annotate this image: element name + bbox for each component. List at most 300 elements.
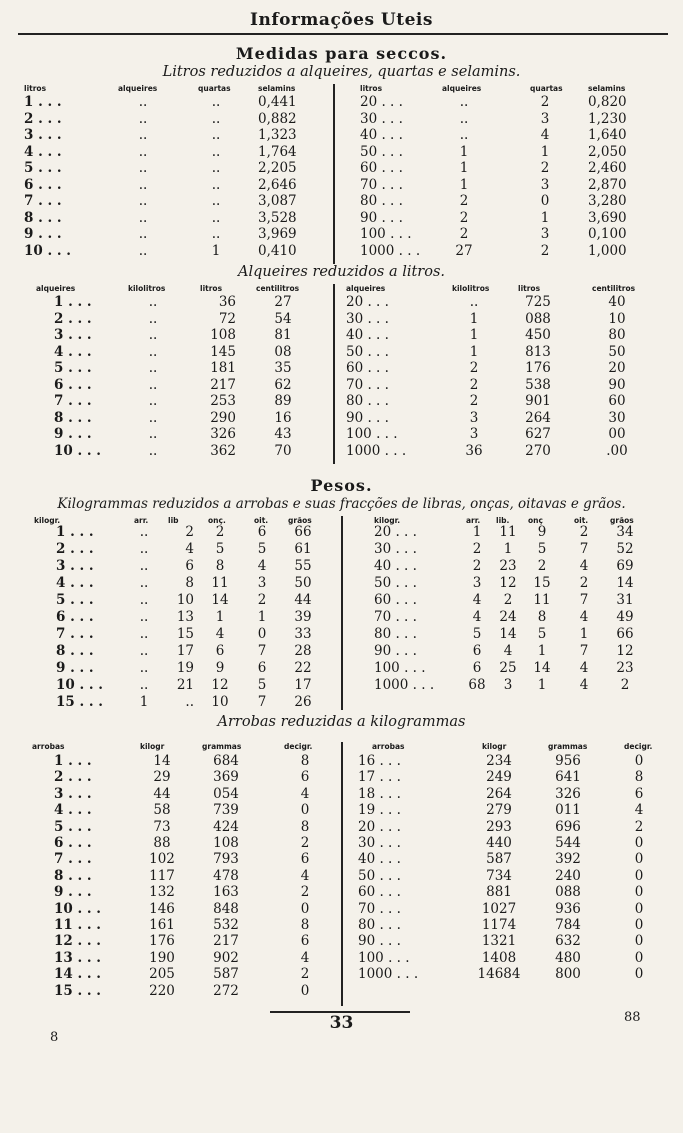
table-cell: 0 bbox=[634, 949, 644, 966]
table-cell: 0 bbox=[634, 867, 644, 884]
leader-dots: . . . bbox=[74, 677, 103, 693]
cell-value: 60 bbox=[346, 360, 364, 376]
table-cell: 27 bbox=[274, 294, 292, 310]
table-cell: 146 bbox=[149, 900, 175, 917]
column-header: litros bbox=[360, 84, 383, 93]
cell-value: 17 bbox=[358, 769, 376, 786]
column-header: centilitros bbox=[592, 284, 636, 293]
table-cell bbox=[56, 558, 122, 574]
table-cell bbox=[54, 983, 124, 999]
table-cell: 6 bbox=[300, 933, 310, 950]
table-cell: 21 bbox=[176, 677, 194, 693]
table-cell: 270 bbox=[525, 442, 551, 459]
table-cell: .. bbox=[138, 226, 148, 242]
leader-dots: . . . bbox=[371, 426, 398, 442]
table-cell: 0 bbox=[634, 917, 644, 933]
cell-value: 70 bbox=[346, 376, 364, 393]
table-cell: 4 bbox=[472, 609, 482, 625]
table-cell: .. bbox=[211, 226, 221, 242]
cell-value: 70 bbox=[374, 609, 392, 625]
table-cell: 1 bbox=[540, 209, 550, 226]
table-cell: 72 bbox=[218, 310, 236, 327]
table-cell bbox=[360, 177, 430, 193]
table-cell: 784 bbox=[555, 917, 581, 933]
table-cell: .. bbox=[459, 110, 469, 127]
table-cell bbox=[360, 144, 430, 160]
table-cell: 264 bbox=[486, 785, 512, 802]
table-cell: 9 bbox=[215, 660, 225, 676]
table-cell bbox=[360, 243, 430, 259]
table-cell: 2 bbox=[469, 376, 479, 393]
leader-dots: . . . bbox=[363, 343, 389, 360]
table-cell: 544 bbox=[555, 835, 581, 851]
cell-value: 12 bbox=[54, 933, 73, 950]
table-cell: 31 bbox=[616, 592, 634, 608]
table-cell: 1 bbox=[215, 609, 225, 625]
table-cell bbox=[54, 393, 124, 409]
table-cell: 4 bbox=[634, 802, 644, 819]
table-cell: 44 bbox=[153, 785, 171, 802]
table-cell: .. bbox=[139, 524, 149, 540]
table-cell: 6 bbox=[300, 851, 310, 868]
table-cell bbox=[346, 410, 426, 426]
table-cell bbox=[24, 193, 94, 209]
table-cell: 4 bbox=[503, 643, 513, 659]
table-cell: 10 bbox=[211, 694, 229, 710]
table-cell: .. bbox=[211, 193, 221, 209]
table-cell bbox=[54, 753, 124, 769]
table-cell bbox=[360, 210, 430, 226]
column-divider bbox=[333, 284, 335, 464]
table-cell bbox=[358, 933, 438, 949]
column-header: oit. bbox=[254, 516, 269, 525]
table-cell: 102 bbox=[149, 851, 175, 868]
table-cell: 8 bbox=[634, 769, 644, 786]
table-cell bbox=[56, 660, 122, 676]
cell-value: 9 bbox=[54, 884, 64, 901]
table-cell: 15 bbox=[533, 575, 551, 591]
leader-dots: . . . bbox=[33, 94, 62, 110]
table-cell bbox=[360, 127, 430, 143]
cell-value: 60 bbox=[374, 592, 392, 608]
table-cell bbox=[54, 966, 124, 982]
table-cell: 627 bbox=[525, 426, 551, 442]
table-cell: 2 bbox=[579, 524, 589, 540]
table-cell: 2 bbox=[472, 541, 482, 557]
cell-value: 80 bbox=[358, 917, 376, 933]
table-cell: 1 bbox=[537, 643, 547, 659]
table-cell: 0 bbox=[540, 193, 550, 209]
table-cell bbox=[358, 917, 438, 933]
leader-dots: . . . bbox=[375, 769, 401, 786]
table-cell: 234 bbox=[486, 753, 512, 769]
table-cell bbox=[360, 160, 430, 176]
table-cell: 49 bbox=[616, 609, 634, 625]
leader-dots: . . . bbox=[375, 900, 401, 917]
leader-dots: . . . bbox=[72, 900, 101, 917]
table-cell: 12 bbox=[616, 643, 634, 659]
cell-value: 40 bbox=[346, 327, 364, 343]
table-cell: 217 bbox=[210, 376, 236, 393]
leader-dots: . . . bbox=[363, 393, 389, 409]
cell-value: 100 bbox=[374, 660, 400, 676]
leader-dots: . . . bbox=[63, 867, 92, 884]
table-cell: 641 bbox=[555, 769, 581, 786]
column-header: kilogr bbox=[482, 742, 507, 751]
column-header: quartas bbox=[198, 84, 231, 93]
cell-value: 8 bbox=[54, 867, 64, 884]
table-cell: 24 bbox=[499, 609, 517, 625]
table-cell: 8 bbox=[537, 609, 547, 625]
table-cell: 1,640 bbox=[588, 127, 627, 143]
leader-dots: . . . bbox=[391, 609, 417, 625]
table-cell bbox=[54, 802, 124, 818]
table-cell bbox=[54, 950, 124, 966]
cell-value: 8 bbox=[56, 643, 66, 659]
column-header: alqueires bbox=[442, 84, 482, 93]
table-cell bbox=[24, 94, 94, 110]
table-cell: .. bbox=[138, 160, 148, 176]
leader-dots: . . . bbox=[65, 626, 94, 642]
leader-dots: . . . bbox=[63, 294, 92, 310]
table-cell: .. bbox=[148, 343, 158, 360]
table-cell bbox=[24, 243, 94, 259]
table-cell: 2,646 bbox=[258, 176, 297, 193]
leader-dots: . . . bbox=[63, 769, 92, 786]
column-divider bbox=[341, 742, 343, 1006]
table-cell: .. bbox=[138, 94, 148, 110]
table-cell: 2,205 bbox=[258, 160, 297, 176]
cell-value: 1000 bbox=[360, 242, 395, 259]
table-cell: 5 bbox=[537, 626, 547, 642]
cell-value: 9 bbox=[54, 426, 64, 442]
table-cell: 3 bbox=[257, 575, 267, 591]
table-cell: 4 bbox=[579, 660, 589, 676]
leader-dots: . . . bbox=[63, 393, 92, 409]
table-cell: 2,050 bbox=[588, 143, 627, 160]
table-cell: 22 bbox=[294, 660, 312, 676]
leader-dots: . . . bbox=[375, 851, 401, 868]
table-cell: 1 bbox=[540, 143, 550, 160]
table-cell: 326 bbox=[555, 785, 581, 802]
table-cell: 2 bbox=[540, 94, 550, 110]
cell-value: 16 bbox=[358, 753, 376, 769]
table-cell: 3 bbox=[540, 110, 550, 127]
leader-dots: . . . bbox=[63, 310, 92, 327]
table-cell: 2 bbox=[257, 592, 267, 608]
cell-value: 80 bbox=[346, 393, 364, 409]
table-cell: 217 bbox=[213, 933, 239, 950]
table-cell: 2 bbox=[459, 226, 469, 242]
table-cell: 4 bbox=[185, 541, 194, 557]
column-header: grammas bbox=[548, 742, 588, 751]
table-cell bbox=[24, 210, 94, 226]
table-cell: 19 bbox=[176, 660, 194, 676]
table-cell: 23 bbox=[616, 660, 634, 676]
table-cell bbox=[56, 694, 122, 710]
column-header: grammas bbox=[202, 742, 242, 751]
cell-value: 20 bbox=[374, 524, 392, 540]
table-cell bbox=[54, 835, 124, 851]
table-cell bbox=[374, 660, 444, 676]
table-cell: 326 bbox=[210, 426, 236, 442]
cell-value: 50 bbox=[346, 343, 364, 360]
table-cell bbox=[56, 626, 122, 642]
leader-dots: . . . bbox=[363, 294, 389, 310]
leader-dots: . . . bbox=[63, 327, 92, 343]
table-cell: .. bbox=[148, 327, 158, 343]
table-cell: 4 bbox=[300, 867, 310, 884]
table-cell: 1 bbox=[211, 242, 221, 259]
leader-dots: . . . bbox=[63, 360, 92, 376]
table-cell: 2 bbox=[215, 524, 225, 540]
table-cell: 6 bbox=[185, 558, 194, 574]
table-cell: 0,882 bbox=[258, 110, 297, 127]
table-cell bbox=[56, 592, 122, 608]
table-cell: .. bbox=[139, 592, 149, 608]
leader-dots: . . . bbox=[33, 110, 62, 127]
table-cell bbox=[54, 769, 124, 785]
table-cell bbox=[56, 541, 122, 557]
table-cell: 4 bbox=[257, 558, 267, 574]
leader-dots: . . . bbox=[394, 242, 421, 259]
table-cell bbox=[54, 917, 124, 933]
table-cell: .. bbox=[211, 94, 221, 110]
table4-subtitle: Arrobas reduzidas a kilogrammas bbox=[217, 714, 466, 730]
table-cell: 161 bbox=[149, 917, 175, 933]
leader-dots: . . . bbox=[375, 884, 401, 901]
table-cell: 8 bbox=[300, 818, 310, 835]
table-cell: 5 bbox=[537, 541, 547, 557]
table-cell: 739 bbox=[213, 802, 239, 819]
cell-value: 40 bbox=[360, 127, 378, 143]
table-cell: 1 bbox=[459, 176, 469, 193]
running-head: Informações Uteis bbox=[250, 10, 433, 30]
table-cell: .. bbox=[138, 209, 148, 226]
table-cell: 684 bbox=[213, 753, 239, 769]
table-cell: 1 bbox=[139, 694, 149, 710]
footer-right-mark: 88 bbox=[624, 1010, 641, 1025]
table-cell: .. bbox=[459, 94, 469, 110]
table-cell: 2 bbox=[300, 835, 310, 851]
table-cell bbox=[358, 884, 438, 900]
table-cell: 4 bbox=[215, 626, 225, 642]
table-cell: 14 bbox=[211, 592, 229, 608]
table-cell: 190 bbox=[149, 949, 175, 966]
table-cell: 7 bbox=[579, 541, 589, 557]
header-rule bbox=[18, 33, 668, 35]
table-cell: .. bbox=[139, 626, 149, 642]
cell-value: 10 bbox=[24, 242, 43, 259]
column-header: selamins bbox=[588, 84, 626, 93]
table-cell: 1 bbox=[469, 343, 479, 360]
column-header: litros bbox=[518, 284, 541, 293]
table-cell: 3 bbox=[540, 226, 550, 242]
leader-dots: . . . bbox=[63, 753, 92, 769]
table-cell: 44 bbox=[294, 592, 312, 608]
cell-value: 30 bbox=[358, 835, 376, 851]
cell-value: 1000 bbox=[358, 966, 393, 983]
cell-value: 70 bbox=[358, 900, 376, 917]
table-cell: 50 bbox=[608, 343, 626, 360]
cell-value: 50 bbox=[358, 867, 376, 884]
table-cell: 69 bbox=[616, 558, 634, 574]
table-cell bbox=[358, 769, 438, 785]
leader-dots: . . . bbox=[33, 160, 62, 176]
cell-value: 4 bbox=[24, 143, 34, 160]
leader-dots: . . . bbox=[391, 643, 417, 659]
table-cell: 25 bbox=[499, 660, 517, 676]
cell-value: 3 bbox=[54, 327, 64, 343]
leader-dots: . . . bbox=[63, 835, 92, 851]
column-header: decigr. bbox=[284, 742, 313, 751]
table3-subtitle: Kilogrammas reduzidos a arrobas e suas fracções de libras, onças, oitavas e grãos. bbox=[57, 496, 626, 512]
table-cell: 532 bbox=[213, 917, 239, 933]
table-cell: 1 bbox=[579, 626, 589, 642]
cell-value: 20 bbox=[346, 294, 364, 310]
leader-dots: . . . bbox=[391, 524, 417, 540]
cell-value: 6 bbox=[56, 609, 66, 625]
leader-dots: . . . bbox=[65, 575, 94, 591]
cell-value: 80 bbox=[374, 626, 392, 642]
table-cell: 1174 bbox=[481, 917, 517, 933]
table-cell bbox=[358, 868, 438, 884]
table-cell: 1 bbox=[472, 524, 482, 540]
column-header: oit. bbox=[574, 516, 589, 525]
table-cell: 0 bbox=[300, 982, 310, 999]
table-cell bbox=[358, 786, 438, 802]
table-cell: 176 bbox=[525, 360, 551, 376]
leader-dots: . . . bbox=[63, 343, 92, 360]
table-cell: 1,764 bbox=[258, 143, 297, 160]
table-cell: 14 bbox=[533, 660, 551, 676]
table-cell: 249 bbox=[486, 769, 512, 786]
table-cell bbox=[54, 851, 124, 867]
leader-dots: . . . bbox=[377, 110, 403, 127]
table-cell: 3,969 bbox=[258, 226, 297, 242]
table-cell bbox=[24, 226, 94, 242]
table-cell: 5 bbox=[472, 626, 482, 642]
table-cell: 26 bbox=[294, 694, 312, 710]
cell-value: 8 bbox=[24, 209, 34, 226]
table-cell: .. bbox=[138, 143, 148, 160]
table-cell: 117 bbox=[149, 867, 175, 884]
table-cell bbox=[374, 575, 444, 591]
table-cell: 440 bbox=[486, 835, 512, 851]
table-cell: 3 bbox=[469, 409, 479, 426]
leader-dots: . . . bbox=[63, 802, 92, 819]
table-cell: 50 bbox=[294, 575, 312, 591]
table-cell bbox=[56, 609, 122, 625]
table-cell bbox=[358, 851, 438, 867]
table-cell bbox=[56, 677, 122, 693]
table-cell: 1,230 bbox=[588, 110, 627, 127]
table-cell: 480 bbox=[555, 949, 581, 966]
leader-dots: . . . bbox=[74, 694, 103, 710]
table-cell: 6 bbox=[215, 643, 225, 659]
table-cell: 272 bbox=[213, 982, 239, 999]
table-cell: 2 bbox=[300, 966, 310, 983]
table-cell: 4 bbox=[579, 558, 589, 574]
leader-dots: . . . bbox=[375, 933, 401, 950]
column-header: grãos bbox=[288, 516, 312, 525]
table-cell: .. bbox=[138, 127, 148, 143]
leader-dots: . . . bbox=[33, 127, 62, 143]
table-cell: .. bbox=[139, 677, 149, 693]
table-cell: .. bbox=[139, 558, 149, 574]
leader-dots: . . . bbox=[63, 818, 92, 835]
cell-value: 100 bbox=[346, 426, 372, 442]
cell-value: 15 bbox=[56, 694, 75, 710]
leader-dots: . . . bbox=[363, 376, 389, 393]
cell-value: 50 bbox=[374, 575, 392, 591]
table-cell: 6 bbox=[472, 643, 482, 659]
table-cell: 587 bbox=[213, 966, 239, 983]
table-cell: 6 bbox=[472, 660, 482, 676]
leader-dots: . . . bbox=[385, 226, 412, 242]
leader-dots: . . . bbox=[363, 409, 389, 426]
table-cell: .. bbox=[139, 609, 149, 625]
table-cell bbox=[54, 884, 124, 900]
section-title-seccos: Medidas para seccos. bbox=[235, 44, 448, 63]
cell-value: 60 bbox=[360, 160, 378, 176]
table-cell bbox=[346, 294, 426, 310]
table-cell: 10 bbox=[608, 310, 626, 327]
table-cell: 13 bbox=[176, 609, 194, 625]
table-cell: 5 bbox=[257, 541, 267, 557]
table-cell: 725 bbox=[525, 294, 551, 310]
table-cell bbox=[54, 443, 124, 459]
column-header: arr. bbox=[466, 516, 481, 525]
table-cell: 35 bbox=[274, 360, 292, 376]
table-cell bbox=[374, 541, 444, 557]
table-cell: 6 bbox=[257, 524, 267, 540]
cell-value: 5 bbox=[54, 818, 64, 835]
table-cell: 12 bbox=[211, 677, 229, 693]
cell-value: 4 bbox=[56, 575, 66, 591]
cell-value: 4 bbox=[54, 802, 64, 819]
cell-value: 2 bbox=[54, 769, 64, 786]
leader-dots: . . . bbox=[72, 442, 101, 459]
footer-left-mark: 8 bbox=[50, 1030, 59, 1045]
table-cell: 3 bbox=[503, 677, 513, 693]
table-cell bbox=[346, 327, 426, 343]
table-cell: 264 bbox=[525, 409, 551, 426]
column-header: kilogr. bbox=[374, 516, 401, 525]
cell-value: 5 bbox=[56, 592, 66, 608]
leader-dots: . . . bbox=[377, 94, 403, 110]
table-cell: 27 bbox=[455, 242, 473, 259]
table-cell: .. bbox=[211, 176, 221, 193]
table-cell: 30 bbox=[608, 409, 626, 426]
table-cell: 0 bbox=[300, 900, 310, 917]
cell-value: 7 bbox=[56, 626, 66, 642]
leader-dots: . . . bbox=[72, 933, 101, 950]
table-cell: .. bbox=[211, 209, 221, 226]
cell-value: 6 bbox=[24, 176, 34, 193]
leader-dots: . . . bbox=[377, 127, 403, 143]
table-cell bbox=[358, 835, 438, 851]
cell-value: 8 bbox=[54, 409, 64, 426]
table-cell: 36 bbox=[465, 442, 483, 459]
table-cell: 108 bbox=[213, 835, 239, 851]
table-cell: 0,820 bbox=[588, 94, 627, 110]
table-cell: 1408 bbox=[481, 949, 517, 966]
table-cell: 23 bbox=[499, 558, 517, 574]
leader-dots: . . . bbox=[363, 360, 389, 376]
table-cell: 8 bbox=[300, 917, 310, 933]
cell-value: 40 bbox=[374, 558, 392, 574]
